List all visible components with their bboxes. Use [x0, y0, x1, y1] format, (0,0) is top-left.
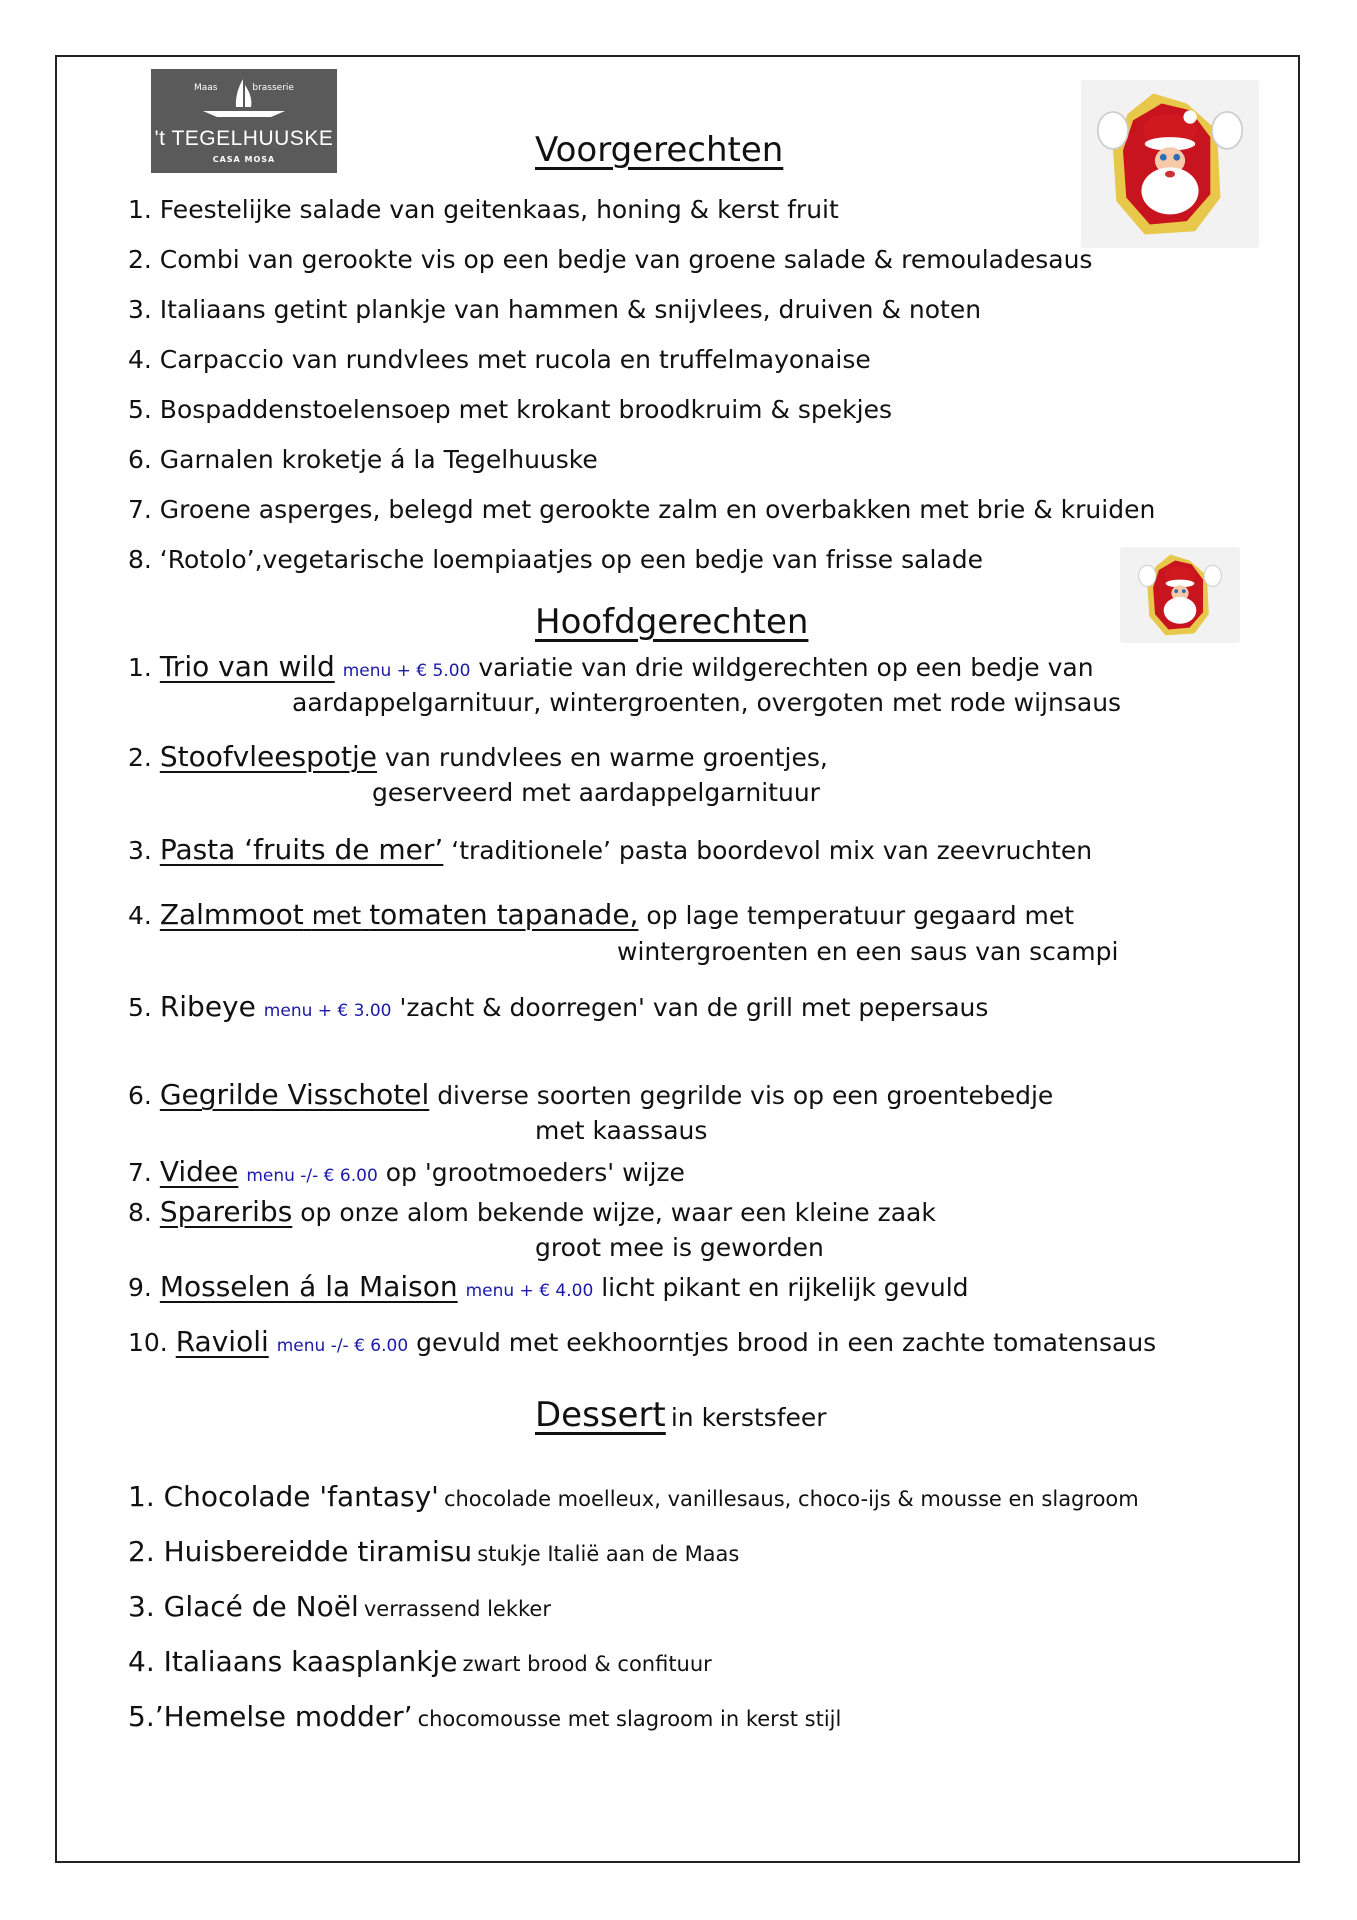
dessert-name: 4. Italiaans kaasplankje [128, 1645, 458, 1678]
menu-surcharge: menu + € 3.00 [263, 1001, 392, 1021]
main-item-name-underlined [159, 898, 639, 931]
starter-item: 5. Bospaddenstoelensoep met krokant broodkruim & spekjes [128, 395, 893, 424]
main-item-desc: diverse soorten gegrilde vis op een groentebedje [437, 1081, 1054, 1110]
main-item-name: Ribeye [159, 990, 256, 1023]
main-item [128, 1078, 1053, 1111]
main-item-name: Mosselen á la Maison [159, 1270, 458, 1303]
boat-hull-icon [201, 109, 287, 119]
main-item-name: Spareribs [159, 1195, 293, 1228]
logo-brasserie-text: brasserie [252, 83, 294, 93]
dessert-name: 3. Glacé de Noël [128, 1590, 359, 1623]
main-item-number: 6. [128, 1081, 152, 1110]
santa-icon [1120, 547, 1240, 643]
hoofdgerechten-heading: Hoofdgerechten [535, 602, 809, 642]
main-item-desc-cont: met kaassaus [535, 1116, 708, 1145]
main-item-desc: variatie van drie wildgerechten op een bedje van [478, 653, 1094, 682]
starter-item: 4. Carpaccio van rundvlees met rucola en truffelmayonaise [128, 345, 871, 374]
main-item-name-mid: met [311, 901, 362, 930]
starter-item: 3. Italiaans getint plankje van hammen & snijvlees, druiven & noten [128, 295, 982, 324]
dessert-desc: chocolade moelleux, vanillesaus, choco-ijs & mousse en slagroom [443, 1487, 1139, 1511]
main-item-desc: van rundvlees en warme groentjes, [384, 743, 828, 772]
main-item-number: 2. [128, 743, 152, 772]
restaurant-logo [151, 69, 337, 173]
main-item-number: 9. [128, 1273, 152, 1302]
voorgerechten-heading: Voorgerechten [535, 130, 784, 170]
dessert-name: 5.’Hemelse modder’ [128, 1700, 413, 1733]
starter-item: 8. ‘Rotolo’,vegetarische loempiaatjes op een bedje van frisse salade [128, 545, 983, 574]
main-item-name-2: tomaten tapanade, [369, 898, 639, 931]
dessert-subtitle: in kerstsfeer [670, 1403, 827, 1432]
dessert-desc: zwart brood & confituur [462, 1652, 712, 1676]
dessert-item [128, 1645, 712, 1678]
main-item [128, 1155, 685, 1188]
santa-image-large [1081, 80, 1259, 248]
dessert-item [128, 1700, 841, 1733]
main-item [128, 1270, 969, 1303]
main-item-desc: licht pikant en rijkelijk gevuld [601, 1273, 969, 1302]
main-item [128, 1325, 1156, 1358]
main-item-desc: op onze alom bekende wijze, waar een kleine zaak [300, 1198, 936, 1227]
dessert-desc: verrassend lekker [363, 1597, 551, 1621]
main-item [128, 990, 988, 1023]
main-item-name: Trio van wild [159, 650, 335, 683]
main-item-name: Stoofvleespotje [159, 740, 377, 773]
main-item [128, 650, 1094, 683]
main-item-number: 1. [128, 653, 152, 682]
menu-surcharge: menu + € 5.00 [342, 661, 471, 681]
starter-item: 6. Garnalen kroketje á la Tegelhuuske [128, 445, 598, 474]
main-item-number: 8. [128, 1198, 152, 1227]
menu-surcharge: menu -/- € 6.00 [276, 1336, 409, 1356]
santa-icon [1081, 80, 1259, 248]
dessert-name: 2. Huisbereidde tiramisu [128, 1535, 473, 1568]
main-item-desc: op lage temperatuur gegaard met [646, 901, 1075, 930]
main-item-number: 10. [128, 1328, 168, 1357]
menu-surcharge: menu + € 4.00 [465, 1281, 594, 1301]
main-item-desc: 'zacht & doorregen' van de grill met pepersaus [399, 993, 989, 1022]
starter-item: 1. Feestelijke salade van geitenkaas, honing & kerst fruit [128, 195, 839, 224]
dessert-desc: chocomousse met slagroom in kerst stijl [417, 1707, 842, 1731]
logo-maas-text: Maas [194, 83, 218, 93]
main-item [128, 740, 828, 773]
menu-surcharge: menu -/- € 6.00 [246, 1166, 378, 1186]
dessert-name: 1. Chocolade 'fantasy' [128, 1480, 439, 1513]
main-item-desc: op 'grootmoeders' wijze [385, 1158, 685, 1187]
main-item-name: Ravioli [175, 1325, 269, 1358]
main-item-desc-cont: wintergroenten en een saus van scampi [617, 937, 1119, 966]
dessert-item [128, 1480, 1139, 1513]
main-item-number: 7. [128, 1158, 152, 1187]
dessert-item [128, 1535, 739, 1568]
main-item-name: Gegrilde Visschotel [159, 1078, 430, 1111]
main-item-number: 4. [128, 901, 152, 930]
main-item [128, 833, 1092, 866]
dessert-item [128, 1590, 551, 1623]
main-item-number: 5. [128, 993, 152, 1022]
logo-name: 't TEGELHUUSKE [154, 127, 334, 150]
starter-item: 2. Combi van gerookte vis op een bedje van groene salade & remouladesaus [128, 245, 1093, 274]
santa-image-small [1120, 547, 1240, 643]
dessert-desc: stukje Italië aan de Maas [477, 1542, 740, 1566]
main-item-number: 3. [128, 836, 152, 865]
main-item-name: Pasta ‘fruits de mer’ [159, 833, 444, 866]
logo-subtitle: CASA MOSA [212, 155, 276, 164]
sailboat-icon [235, 79, 253, 109]
main-item [128, 1195, 936, 1228]
main-item-name: Videe [159, 1155, 239, 1188]
main-item-desc: gevuld met eekhoorntjes brood in een zachte tomatensaus [416, 1328, 1157, 1357]
main-item-name: Zalmmoot [159, 898, 304, 931]
main-item-desc-cont: geserveerd met aardappelgarnituur [372, 778, 820, 807]
main-item-desc-cont: aardappelgarnituur, wintergroenten, overgoten met rode wijnsaus [292, 688, 1122, 717]
main-item [128, 898, 1074, 931]
starter-item: 7. Groene asperges, belegd met gerookte zalm en overbakken met brie & kruiden [128, 495, 1156, 524]
main-item-desc: ‘traditionele’ pasta boordevol mix van zeevruchten [451, 836, 1093, 865]
dessert-heading-row [535, 1395, 827, 1435]
dessert-heading: Dessert [535, 1395, 666, 1435]
main-item-desc-cont: groot mee is geworden [535, 1233, 824, 1262]
